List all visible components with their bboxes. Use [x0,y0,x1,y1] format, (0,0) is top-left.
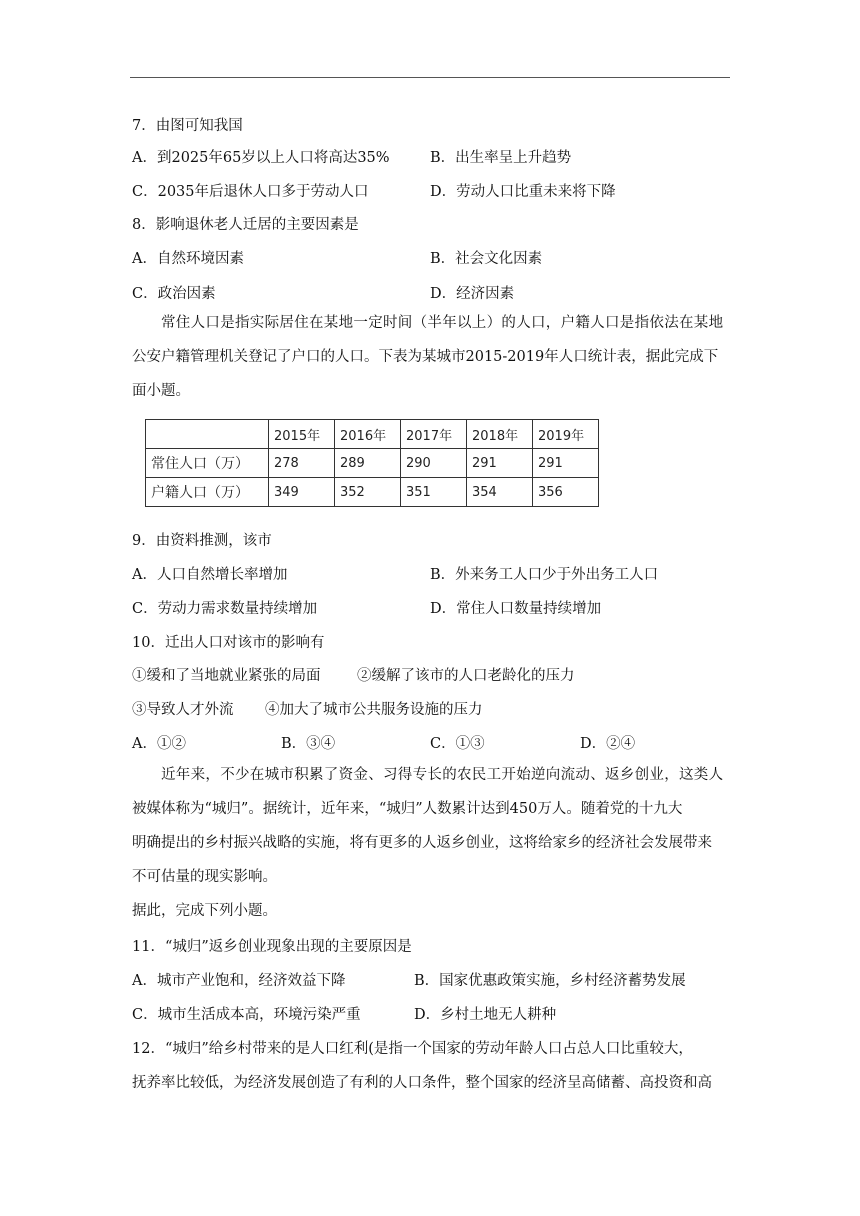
q8-option-c[interactable]: C．政治因素 [132,286,216,302]
table-corner-cell [146,420,269,449]
q7-option-c[interactable]: C．2035年后退休人口多于劳动人口 [132,184,369,200]
q9-option-a[interactable]: A．人口自然增长率增加 [132,567,288,583]
passage-line: 常住人口是指实际居住在某地一定时间（半年以上）的人口，户籍人口是指依法在某地 [161,315,724,331]
q10-statement-3: ③导致人才外流 [132,702,234,718]
table-header-cell: 2015年 [269,420,335,449]
header-rule [130,77,730,78]
q8-option-d[interactable]: D．经济因素 [430,286,515,302]
table-cell: 278 [269,449,335,478]
table-cell: 352 [335,478,401,507]
passage-line: 明确提出的乡村振兴战略的实施，将有更多的人返乡创业，这将给家乡的经济社会发展带来 [132,835,712,851]
q11-option-c[interactable]: C．城市生活成本高，环境污染严重 [132,1007,361,1023]
q9-option-d[interactable]: D．常住人口数量持续增加 [430,601,602,617]
passage-population [132,306,730,408]
table-header-cell: 2017年 [401,420,467,449]
q11-option-b[interactable]: B．国家优惠政策实施，乡村经济蓄势发展 [414,973,686,989]
q11-option-a[interactable]: A．城市产业饱和，经济效益下降 [132,973,346,989]
q11-option-d[interactable]: D．乡村土地无人耕种 [414,1007,557,1023]
table-row [146,478,599,507]
population-table [145,419,599,507]
table-cell: 356 [533,478,599,507]
table-header-row [146,420,599,449]
q7-stem: 7．由图可知我国 [132,118,243,134]
table-row [146,449,599,478]
q8-option-a[interactable]: A．自然环境因素 [132,251,244,267]
passage-line: 面小题。 [132,383,190,399]
q8-stem: 8．影响退休老人迁居的主要因素是 [132,217,359,233]
passage-line: 公安户籍管理机关登记了户口的人口。下表为某城市2015-2019年人口统计表，据此完成下 [132,349,719,365]
q9-option-b[interactable]: B．外来务工人口少于外出务工人口 [430,567,659,583]
table-cell: 291 [467,449,533,478]
table-cell: 290 [401,449,467,478]
q10-option-c[interactable]: C．①③ [430,736,485,752]
table-header-cell: 2018年 [467,420,533,449]
q8-option-b[interactable]: B．社会文化因素 [430,251,543,267]
q10-option-b[interactable]: B．③④ [281,736,336,752]
q10-statement-2: ②缓解了该市的人口老龄化的压力 [357,668,575,684]
q10-statement-4: ④加大了城市公共服务设施的压力 [265,702,483,718]
table-cell: 354 [467,478,533,507]
table-header-cell: 2016年 [335,420,401,449]
q12-stem-line-2: 抚养率比较低，为经济发展创造了有利的人口条件，整个国家的经济呈高储蓄、高投资和高 [132,1075,712,1091]
q9-stem: 9．由资料推测，该市 [132,533,272,549]
table-cell: 349 [269,478,335,507]
table-cell: 289 [335,449,401,478]
table-header-cell: 2019年 [533,420,599,449]
passage-line: 近年来，不少在城市积累了资金、习得专长的农民工开始逆向流动、返乡创业，这类人 [161,767,724,783]
q7-option-d[interactable]: D．劳动人口比重未来将下降 [430,184,616,200]
q9-option-c[interactable]: C．劳动力需求数量持续增加 [132,601,318,617]
q7-option-a[interactable]: A．到2025年65岁以上人口将高达35% [132,150,390,166]
table-cell: 351 [401,478,467,507]
q11-stem: 11．“城归”返乡创业现象出现的主要原因是 [132,939,412,955]
passage-chenggui [132,758,730,928]
q10-option-d[interactable]: D．②④ [580,736,636,752]
q10-stem: 10．迁出人口对该市的影响有 [132,635,325,651]
table-row-label: 户籍人口（万） [146,478,269,507]
q12-stem-line-1: 12．“城归”给乡村带来的是人口红利(是指一个国家的劳动年龄人口占总人口比重较大， [132,1041,693,1057]
passage-line: 不可估量的现实影响。 [132,869,277,885]
q10-option-a[interactable]: A．①② [132,736,186,752]
passage-line: 被媒体称为“城归”。据统计，近年来，“城归”人数累计达到450万人。随着党的十九大 [132,801,683,817]
table-cell: 291 [533,449,599,478]
passage-line: 据此，完成下列小题。 [132,903,277,919]
q7-option-b[interactable]: B．出生率呈上升趋势 [430,150,572,166]
table-row-label: 常住人口（万） [146,449,269,478]
q10-statement-1: ①缓和了当地就业紧张的局面 [132,668,321,684]
